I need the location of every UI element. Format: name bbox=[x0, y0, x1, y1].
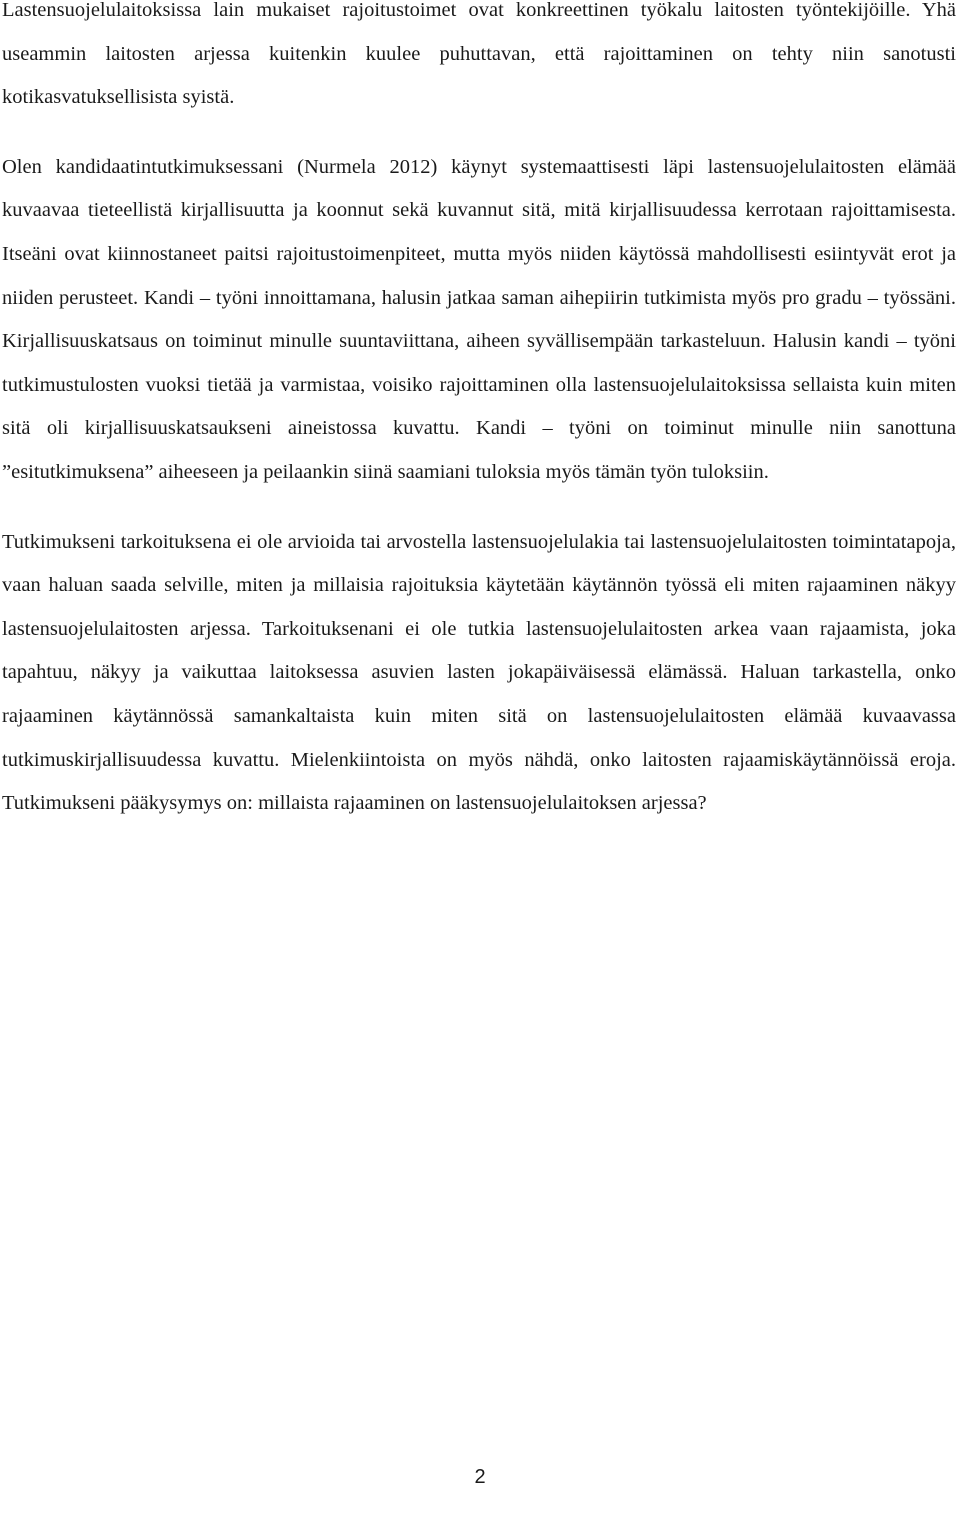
paragraph-background: Olen kandidaatintutkimuksessani (Nurmela 2012) käynyt systemaattisesti läpi lastensuojelulaitosten elämää kuvaavaa tieteellistä kirjallisuutta ja koonnut sekä kuvannut sitä, mitä kirjallisuudessa kerrotaan rajoittamisesta. Itseäni ovat kiinnostaneet paitsi rajoitustoimenpiteet, mutta myös niiden käytössä mahdollisesti esiintyvät erot ja niiden perusteet. Kandi – työni innoittamana, halusin jatkaa saman aihepiirin tutkimista myös pro gradu – työssäni. Kirjallisuuskatsaus on toiminut minulle suuntaviittana, aiheen syvällisempään tarkasteluun. Halusin kandi – työni tutkimustulosten vuoksi tietää ja varmistaa, voisiko rajoittaminen olla lastensuojelulaitoksissa sellaista kuin miten sitä oli kirjallisuuskatsaukseni aineistossa kuvattu. Kandi – työni on toiminut minulle niin sanottuna ”esitutkimuksena” aiheeseen ja peilaankin siinä saamiani tuloksia myös tämän työn tuloksiin. bbox=[2, 155, 956, 483]
paragraph-restrictions-intro: Lastensuojelulaitoksissa lain mukaiset rajoitustoimet ovat konkreettinen työkalu laitosten työntekijöille. Yhä useammin laitosten arjessa kuitenkin kuulee puhuttavan, että rajoittaminen on tehty niin sanotusti kotikasvatuksellisista syistä. bbox=[2, 0, 956, 109]
body-text bbox=[2, 0, 956, 826]
paragraph-research-purpose: Tutkimukseni tarkoituksena ei ole arvioida tai arvostella lastensuojelulakia tai lastensuojelulaitosten toimintatapoja, vaan haluan saada selville, miten ja millaisia rajoituksia käytetään käytännön työssä eli miten rajaaminen näkyy lastensuojelulaitosten arjessa. Tarkoituksenani ei ole tutkia lastensuojelulaitosten arkea vaan rajaamista, joka tapahtuu, näkyy ja vaikuttaa laitoksessa asuvien lasten jokapäiväisessä elämässä. Haluan tarkastella, onko rajaaminen käytännössä samankaltaista kuin miten sitä on lastensuojelulaitosten elämää kuvaavassa tutkimuskirjallisuudessa kuvattu. Mielenkiintoista on myös nähdä, onko laitosten rajaamiskäytännöissä eroja. Tutkimukseni pääkysymys on: millaista rajaaminen on lastensuojelulaitoksen arjessa? bbox=[2, 530, 956, 815]
page-number: 2 bbox=[474, 1466, 486, 1488]
